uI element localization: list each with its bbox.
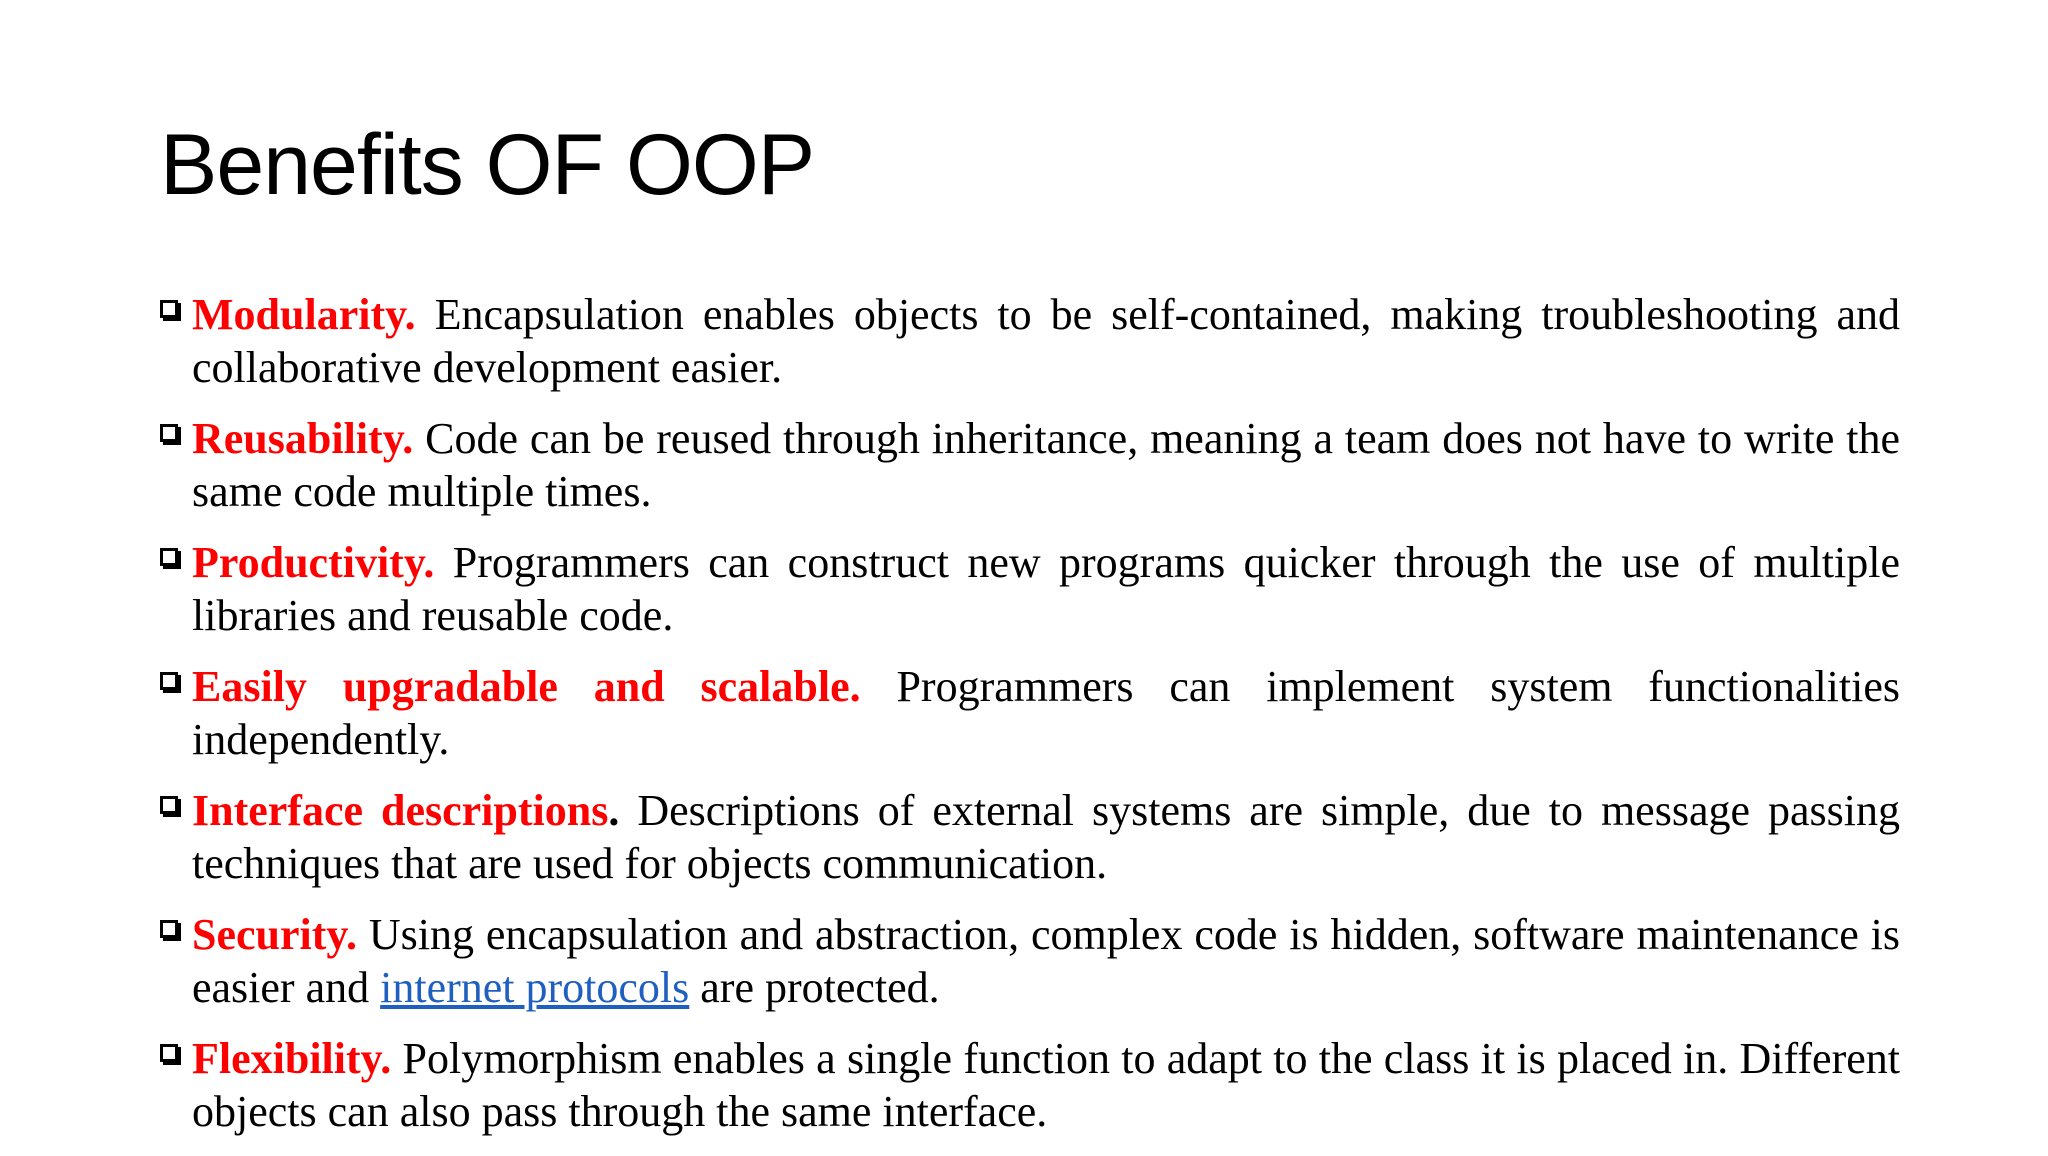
benefit-text: Polymorphism enables a single function to adapt to the class it is placed in. Different objects can also pass through the same interface. <box>192 1034 1900 1136</box>
benefit-text: Code can be reused through inheritance, meaning a team does not have to write the same code multiple times. <box>192 414 1900 516</box>
benefit-item-interface-descriptions <box>160 784 1900 890</box>
benefit-list <box>160 288 1900 1156</box>
square-bullet-icon <box>160 424 178 442</box>
square-bullet-icon <box>160 796 178 814</box>
benefit-term: Easily upgradable and scalable. <box>192 662 861 711</box>
benefit-term: Security. <box>192 910 357 959</box>
benefit-item-productivity <box>160 536 1900 642</box>
square-bullet-icon <box>160 672 178 690</box>
internet-protocols-link[interactable]: internet protocols <box>380 963 690 1012</box>
benefit-item-flexibility <box>160 1032 1900 1138</box>
benefit-term: Modularity. <box>192 290 416 339</box>
benefit-text: Encapsulation enables objects to be self-contained, making troubleshooting and collaborative development easier. <box>192 290 1900 392</box>
benefit-item-security <box>160 908 1900 1014</box>
benefit-item-scalable <box>160 660 1900 766</box>
square-bullet-icon <box>160 920 178 938</box>
benefit-term-period: . <box>608 786 620 835</box>
benefit-text: Programmers can construct new programs quicker through the use of multiple libraries and reusable code. <box>192 538 1900 640</box>
benefit-term: Productivity. <box>192 538 435 587</box>
benefit-item-modularity <box>160 288 1900 394</box>
benefit-text: Descriptions of external systems are simple, due to message passing techniques that are used for objects communication. <box>192 786 1900 888</box>
benefit-term: Flexibility. <box>192 1034 392 1083</box>
benefit-item-reusability <box>160 412 1900 518</box>
square-bullet-icon <box>160 548 178 566</box>
benefit-term: Interface descriptions <box>192 786 609 835</box>
square-bullet-icon <box>160 1044 178 1062</box>
slide-title: Benefits OF OOP <box>160 117 815 213</box>
benefit-text: Programmers can implement system functionalities independently. <box>192 662 1900 764</box>
benefit-term: Reusability. <box>192 414 414 463</box>
square-bullet-icon <box>160 300 178 318</box>
benefit-text: Using encapsulation and abstraction, complex code is hidden, software maintenance is easier and <box>192 910 1900 1012</box>
benefit-text: are protected. <box>689 963 940 1012</box>
